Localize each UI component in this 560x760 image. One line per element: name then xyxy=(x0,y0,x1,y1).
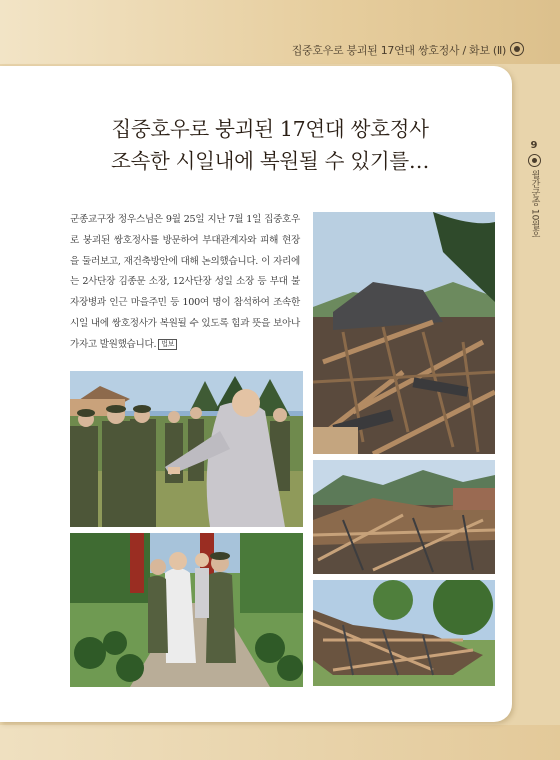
photo-monk-walking-with-officers xyxy=(70,533,303,687)
article-title-line1: 집중호우로 붕괴된 17연대 쌍호정사 xyxy=(111,117,429,141)
article-body xyxy=(70,210,300,356)
photo-collapsed-temple-main xyxy=(313,212,495,454)
dharma-wheel-icon xyxy=(510,42,524,56)
photo-monk-greeting-soldiers xyxy=(70,371,303,527)
end-mark: 법보 xyxy=(158,339,177,350)
side-tab-label: 월간군종 10월호 xyxy=(529,170,540,239)
dharma-wheel-icon xyxy=(528,154,541,167)
running-head-text: 집중호우로 붕괴된 17연대 쌍호정사 / 화보 (Ⅱ) xyxy=(291,44,506,57)
page-number: 9 xyxy=(530,140,538,151)
article-title-line2: 조속한 시일내에 복원될 수 있기를… xyxy=(110,149,430,173)
running-head xyxy=(292,42,524,58)
photo-collapsed-temple-trees xyxy=(313,580,495,686)
photo-collapsed-temple-mountain xyxy=(313,460,495,574)
side-tab xyxy=(522,140,546,238)
footer-band xyxy=(0,725,560,760)
article-body-text: 군종교구장 정우스님은 9월 25일 지난 7월 1일 집중호우로 붕괴된 쌍호정사를 방문하여 부대관계자와 피해 현장을 둘러보고, 재건축방안에 대해 논의했습니다. 이 자리에는 2사단장 김종문 소장, 12사단장 성일 소장 등 부대 불자장병과 인근 마을주민 등 100여 명이 참석하여 조속한 시일 내에 쌍호정사가 복원될 수 있도록 힘과 뜻을 보아나가자고 발원했습니다. xyxy=(70,214,300,350)
